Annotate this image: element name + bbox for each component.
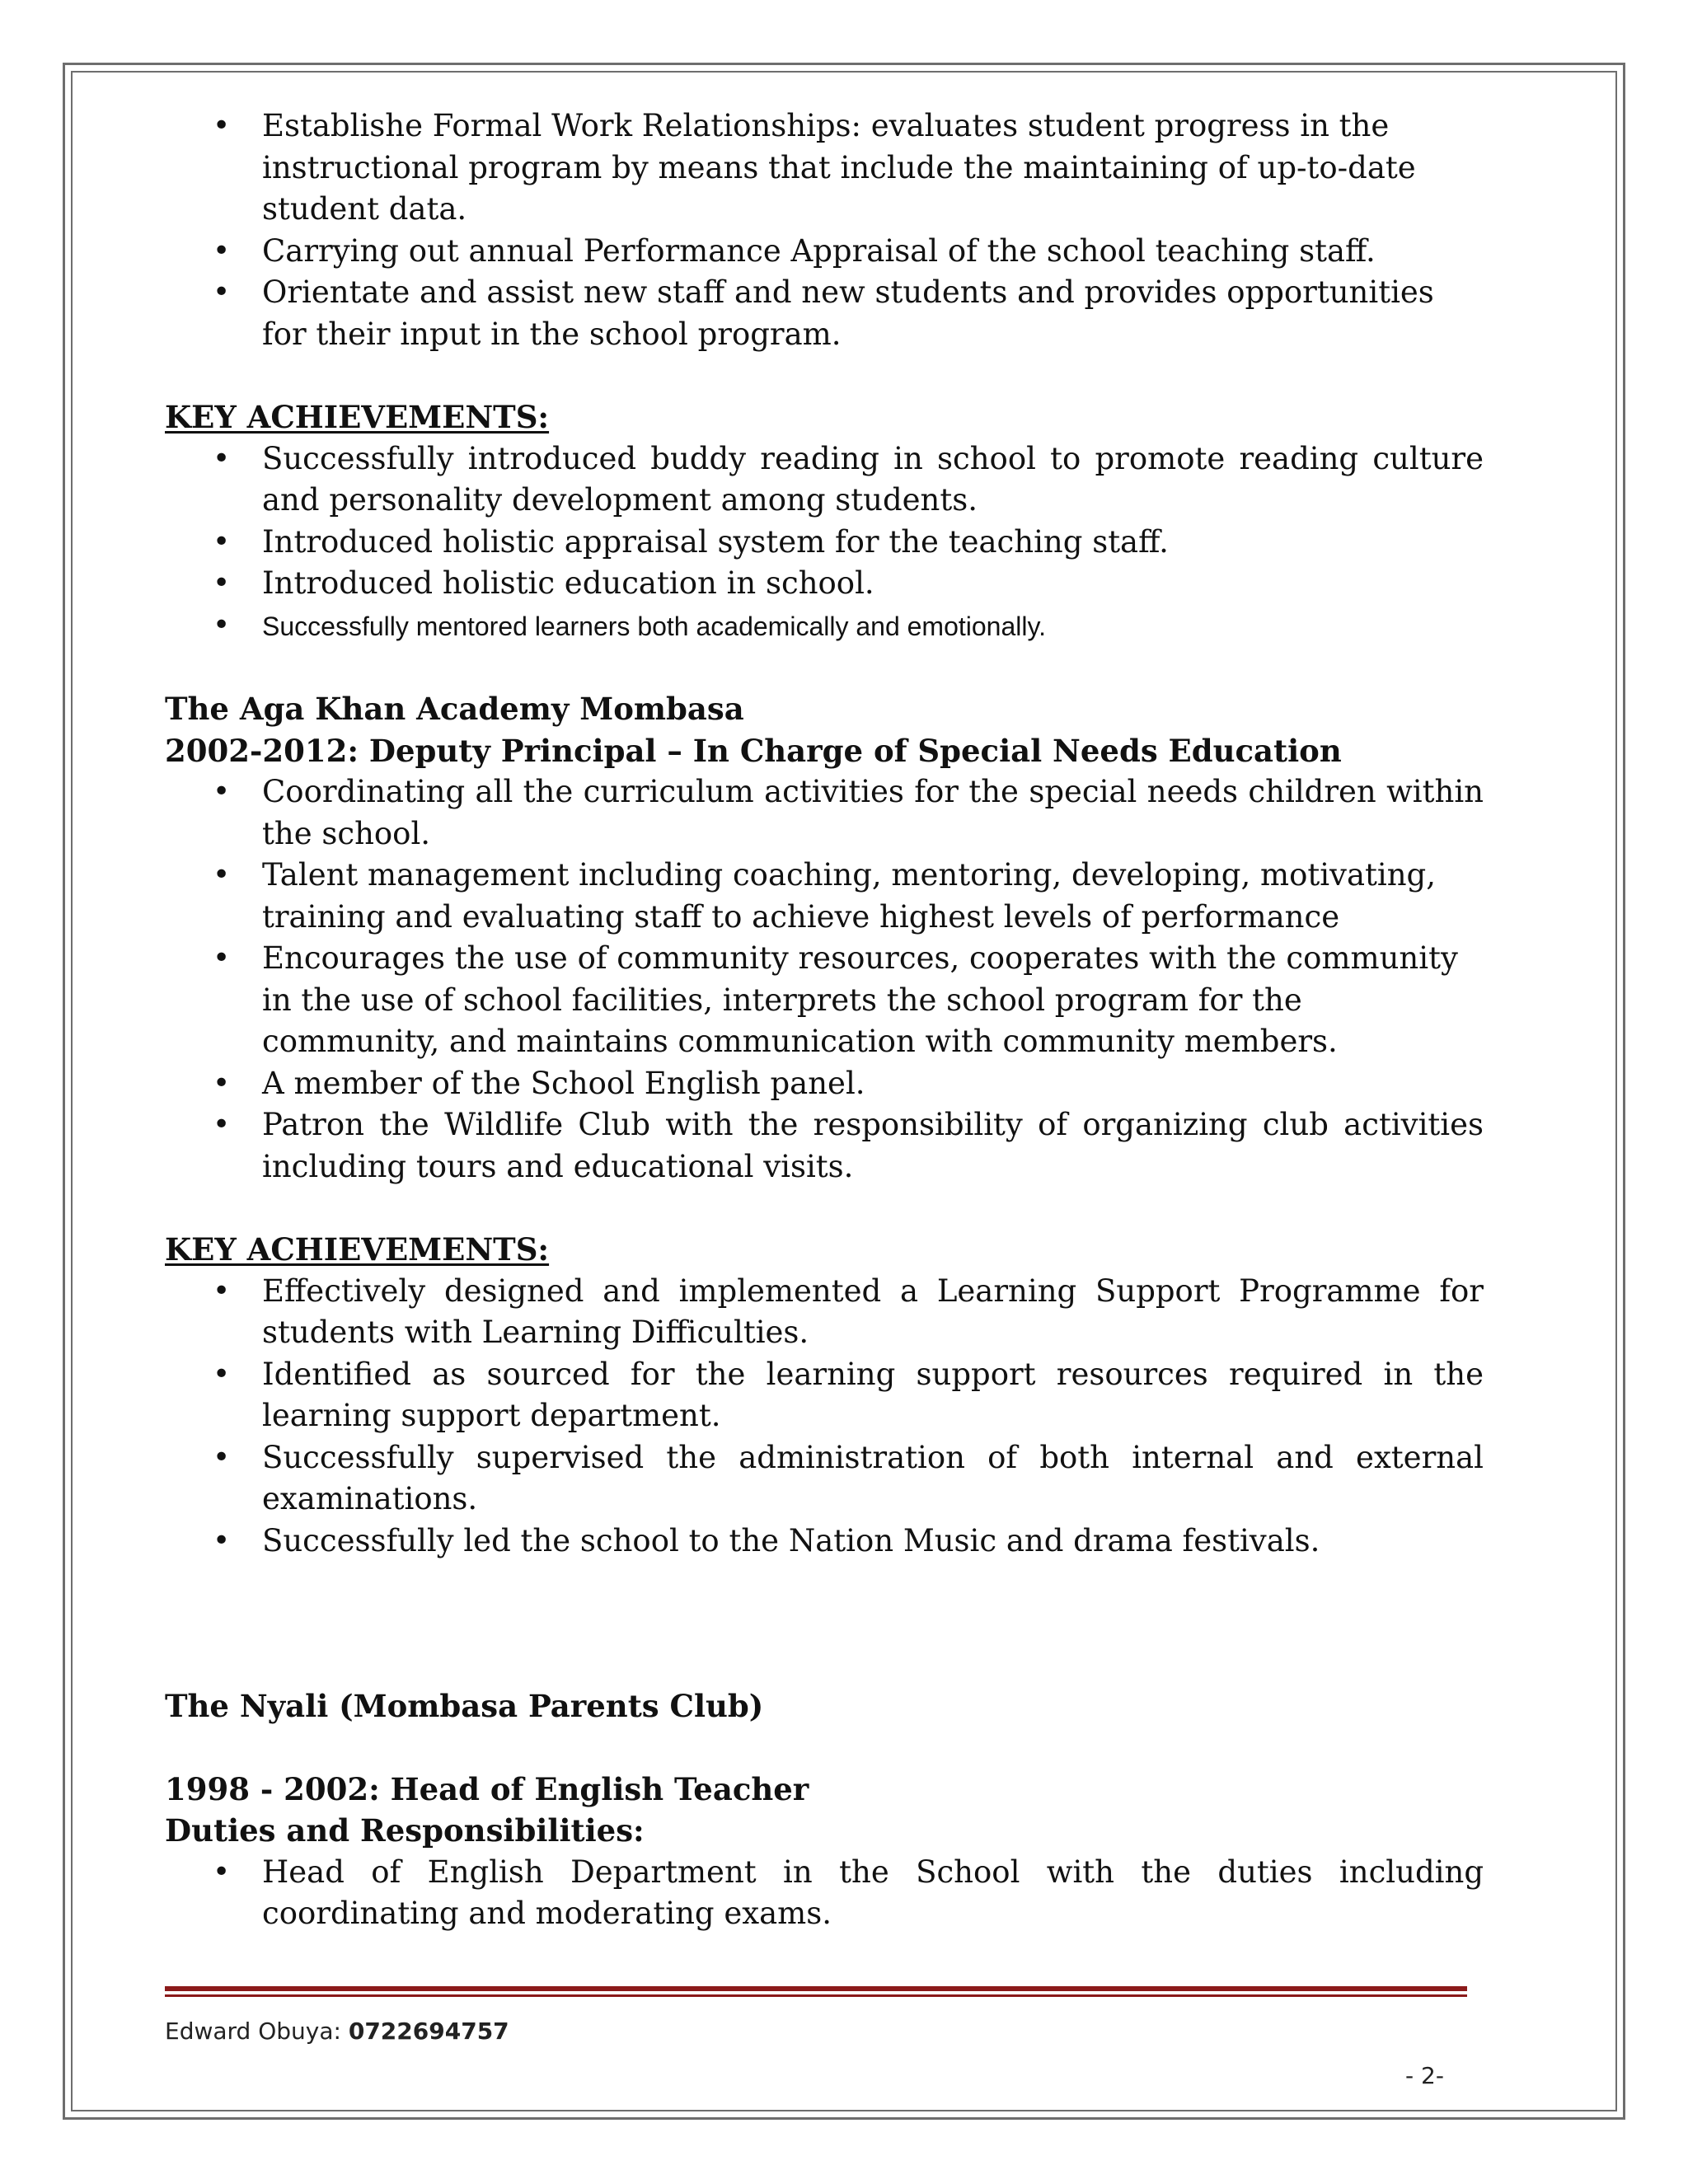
bullet-icon: • xyxy=(213,233,231,268)
list-item-text: Establishe Formal Work Relationships: evaluates student progress in the instructional program by means that include the maintaining of up-to-date student data. xyxy=(262,108,1416,227)
list-item xyxy=(165,1852,1484,1935)
bullet-icon: • xyxy=(213,1066,231,1100)
spacer xyxy=(165,355,1484,396)
list-item xyxy=(165,272,1484,355)
list-item xyxy=(165,855,1484,938)
bullet-icon: • xyxy=(213,1854,231,1889)
bullet-icon: • xyxy=(213,858,231,892)
list-item-text: Introduced holistic education in school. xyxy=(262,565,874,601)
list-item-text: A member of the School English panel. xyxy=(262,1065,865,1101)
list-item xyxy=(165,563,1484,605)
list-item-text: Effectively designed and implemented a Learning Support Programme for students with Learning Difficulties. xyxy=(262,1272,1484,1350)
footer-phone: 0722694757 xyxy=(348,2018,509,2045)
duties-heading: Duties and Responsibilities: xyxy=(165,1812,645,1849)
bullet-icon: • xyxy=(213,1440,231,1474)
key-achievements-heading: KEY ACHIEVEMENTS: xyxy=(165,399,550,435)
job-title: 2002-2012: Deputy Principal – In Charge of Special Needs Education xyxy=(165,732,1342,769)
list-item xyxy=(165,231,1484,273)
spacer xyxy=(165,1727,1484,1769)
list-item xyxy=(165,771,1484,855)
list-item xyxy=(165,1521,1484,1563)
bullet-icon: • xyxy=(213,275,231,309)
list-item xyxy=(165,1104,1484,1188)
employer-name: The Aga Khan Academy Mombasa xyxy=(165,691,744,727)
page-content xyxy=(165,105,1484,1935)
job-duties-list xyxy=(165,1852,1484,1935)
job-title: 1998 - 2002: Head of English Teacher xyxy=(165,1770,809,1807)
list-item-text: Encourages the use of community resources, cooperates with the community in the use of school facilities, interprets the school program for the community, and maintains communication with community members. xyxy=(262,940,1458,1059)
bullet-icon: • xyxy=(213,1108,231,1141)
list-item-text: Head of English Department in the School with the duties including coordinating and moderating exams. xyxy=(262,1854,1484,1931)
spacer xyxy=(165,647,1484,688)
page-number: - 2- xyxy=(1405,2062,1444,2089)
bullet-icon: • xyxy=(213,1273,231,1308)
footer-contact xyxy=(165,2018,509,2045)
list-item xyxy=(165,1063,1484,1105)
list-item xyxy=(165,1437,1484,1521)
spacer xyxy=(165,1188,1484,1229)
bullet-icon: • xyxy=(213,1357,231,1391)
achievements-list xyxy=(165,1271,1484,1563)
list-item xyxy=(165,105,1484,231)
list-item xyxy=(165,1354,1484,1437)
list-item-text: Successfully mentored learners both academically and emotionally. xyxy=(262,611,1046,641)
bullet-icon: • xyxy=(213,607,231,642)
list-item-text: Successfully supervised the administration of both internal and external examinations. xyxy=(262,1439,1484,1516)
list-item-text: Successfully led the school to the Nation Music and drama festivals. xyxy=(262,1522,1320,1558)
list-item-text: Talent management including coaching, mentoring, developing, motivating, training and evaluating staff to achieve highest levels of performance xyxy=(262,857,1436,935)
list-item-text: Coordinating all the curriculum activities for the special needs children within the school. xyxy=(262,774,1484,851)
key-achievements-heading: KEY ACHIEVEMENTS: xyxy=(165,1231,550,1268)
bullet-icon: • xyxy=(213,524,231,559)
spacer xyxy=(165,1562,1484,1685)
list-item xyxy=(165,938,1484,1063)
list-item xyxy=(165,605,1484,648)
list-item-text: Carrying out annual Performance Appraisal of the school teaching staff. xyxy=(262,232,1376,269)
footer-name-text: Edward Obuya: xyxy=(165,2018,349,2045)
list-item-text: Identified as sourced for the learning support resources required in the learning support department. xyxy=(262,1356,1484,1433)
list-item xyxy=(165,1271,1484,1354)
achievements-list xyxy=(165,438,1484,648)
job-duties-list xyxy=(165,771,1484,1188)
list-item-text: Patron the Wildlife Club with the responsibility of organizing club activities including tours and educational visits. xyxy=(262,1107,1484,1184)
bullet-icon: • xyxy=(213,441,231,476)
list-item-text: Successfully introduced buddy reading in school to promote reading culture and personality development among students. xyxy=(262,440,1484,518)
employer-name: The Nyali (Mombasa Parents Club) xyxy=(165,1688,764,1724)
bullet-icon: • xyxy=(213,941,231,975)
bullet-icon: • xyxy=(213,1523,231,1558)
footer-rule xyxy=(165,1986,1467,1991)
list-item-text: Orientate and assist new staff and new students and provides opportunities for their input in the school program. xyxy=(262,274,1434,352)
list-item-text: Introduced holistic appraisal system for the teaching staff. xyxy=(262,523,1169,560)
list-item xyxy=(165,522,1484,564)
bullet-icon: • xyxy=(213,566,231,600)
responsibilities-list xyxy=(165,105,1484,355)
list-item xyxy=(165,438,1484,522)
bullet-icon: • xyxy=(213,775,231,808)
footer-rule-thin xyxy=(165,1994,1467,1997)
bullet-icon: • xyxy=(213,109,231,143)
